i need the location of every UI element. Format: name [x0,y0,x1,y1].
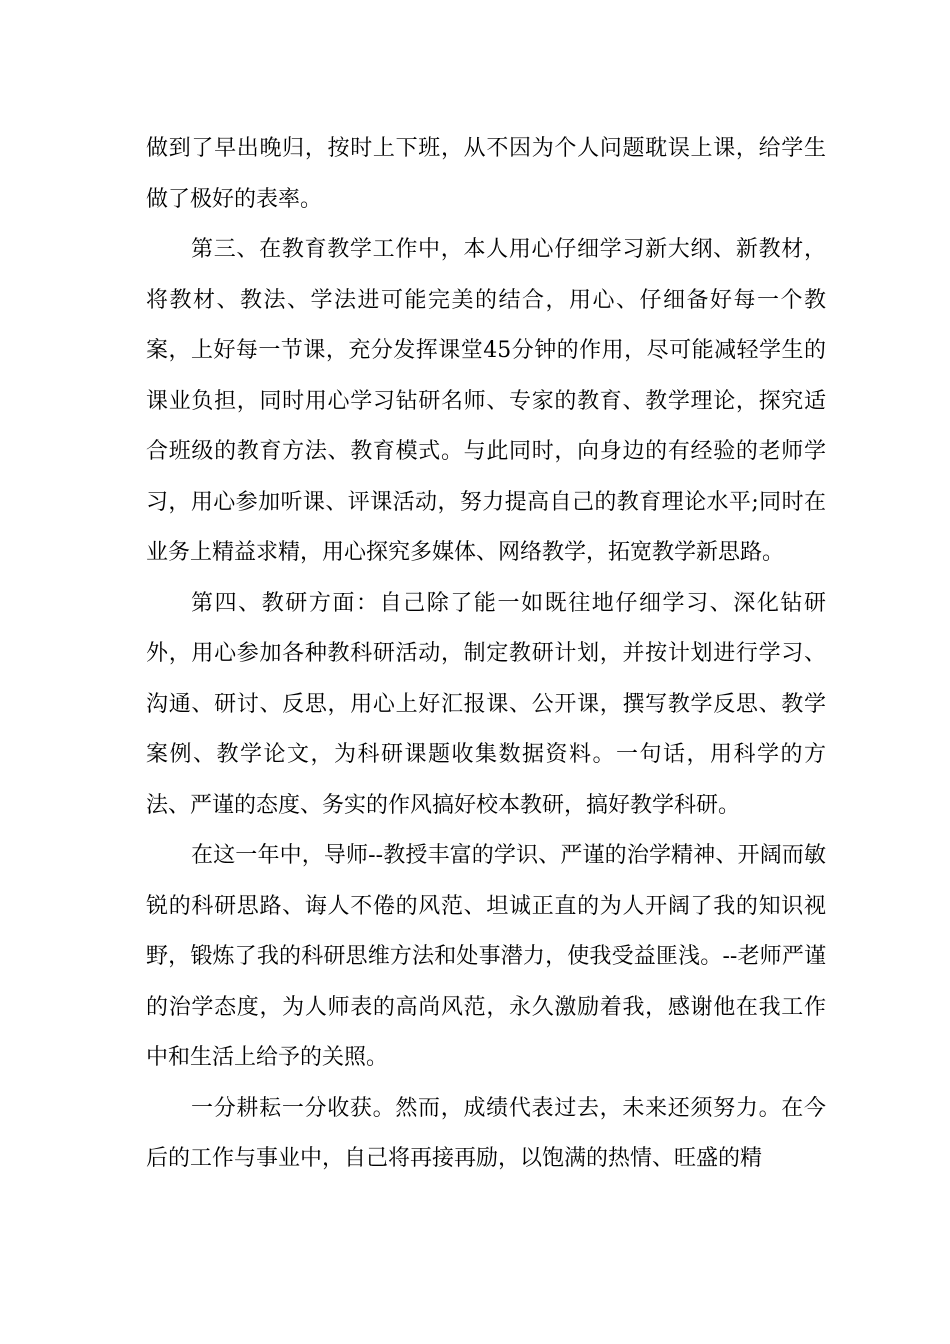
paragraph-3: 第四、教研方面：自己除了能一如既往地仔细学习、深化钻研外，用心参加各种教科研活动，制定教研计划，并按计划进行学习、沟通、研讨、反思，用心上好汇报课、公开课，撰写教学反思、教学案例、教学论文，为科研课题收集数据资料。一句话，用科学的方法、严谨的态度、务实的作风搞好校本教研，搞好教学科研。 [146,590,826,818]
paragraph-2: 第三、在教育教学工作中，本人用心仔细学习新大纲、新教材，将教材、教法、学法进可能完美的结合，用心、仔细备好每一个教案，上好每一节课，充分发挥课堂45分钟的作用，尽可能减轻学生的课业负担，同时用心学习钻研名师、专家的教育、教学理论，探究适合班级的教育方法、教育模式。与此同时，向身边的有经验的老师学习，用心参加听课、评课活动，努力提高自己的教育理论水平;同时在业务上精益求精，用心探究多媒体、网络教学，拓宽教学新思路。 [146,237,826,565]
paragraph-4: 在这一年中，导师--教授丰富的学识、严谨的治学精神、开阔而敏锐的科研思路、诲人不倦的风范、坦诚正直的为人开阔了我的知识视野，锻炼了我的科研思维方法和处事潜力，使我受益匪浅。--老师严谨的治学态度，为人师表的高尚风范，永久激励着我，感谢他在我工作中和生活上给予的关照。 [146,843,826,1070]
paragraph-1: 做到了早出晚归，按时上下班，从不因为个人问题耽误上课，给学生做了极好的表率。 [146,136,826,212]
document-body [146,124,826,1185]
paragraph-5: 一分耕耘一分收获。然而，成绩代表过去，未来还须努力。在今后的工作与事业中，自己将再接再励，以饱满的热情、旺盛的精 [146,1095,826,1171]
